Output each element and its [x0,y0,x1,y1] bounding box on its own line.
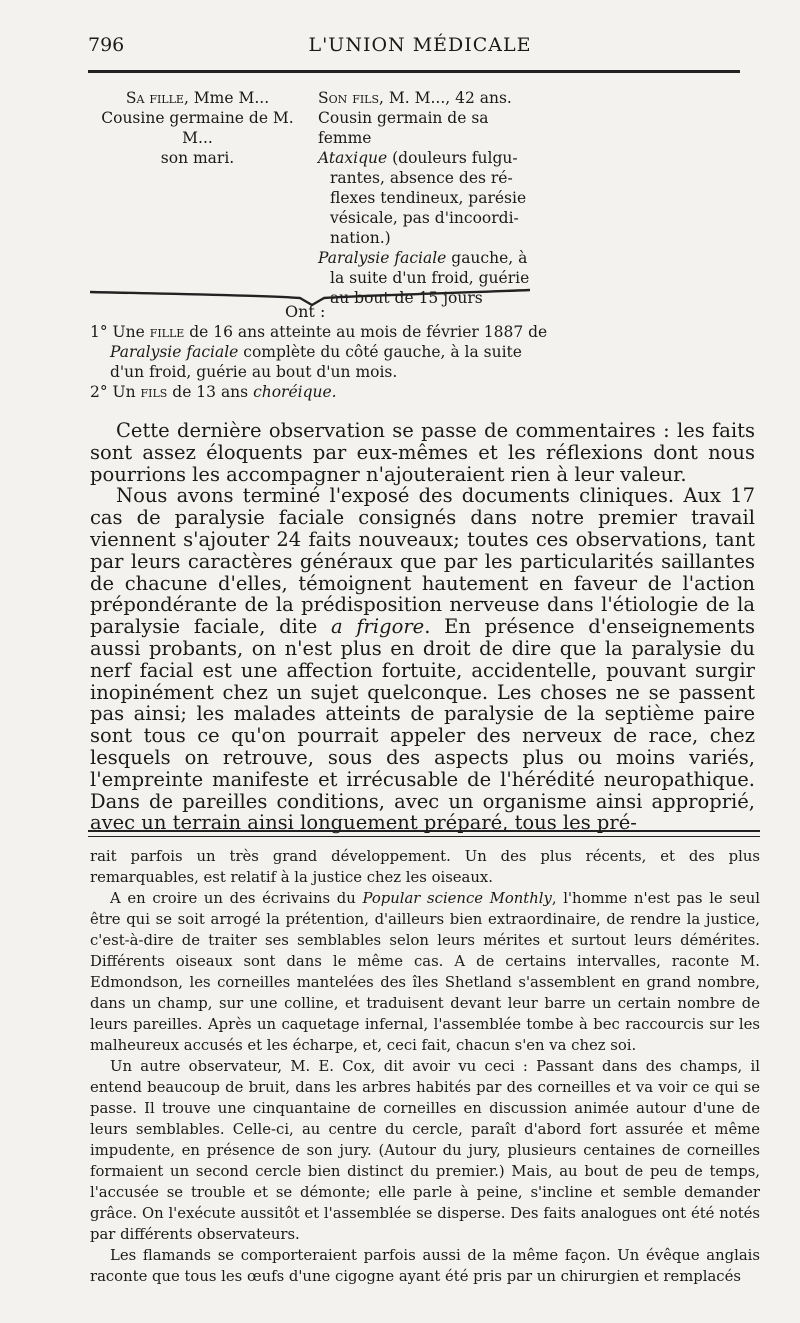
header-rule [88,70,740,73]
feuilleton-paragraph: Les flamands se comporteraient parfois aussi de la même façon. Un évêque anglais raconte que tous les œufs d'une cigogne ayant été pris par un chirurgien et remplacés [90,1247,760,1285]
running-header [88,34,752,64]
list-item: 1° Une fille de 16 ans atteinte au mois de février 1887 de [90,323,548,341]
main-body [90,420,755,834]
paralysis-detail-line: la suite d'un froid, guérie [330,269,530,287]
ont-label: Ont : [285,302,326,321]
paralysis-detail-line: au bout de 15 jours [330,289,483,307]
feuilleton-paragraph: rait parfois un très grand développement. Un des plus récents, et des plus remarquables, est relatif à la justice chez les oiseaux. [90,848,760,886]
list-item-continuation: d'un froid, guérie au bout d'un mois. [110,363,398,381]
symptom-line: rantes, absence des ré- [330,169,513,187]
feuilleton [90,846,760,1287]
symptom-line: vésicale, pas d'incoordi- [330,209,519,227]
cousin-line: Cousin germain de sa femme [318,109,489,147]
body-paragraph: Cette dernière observation se passe de commentaires : les faits sont assez éloquents par eux-mêmes et les réflexions dont nous pourrions les accompagner n'ajouteraient rien à leur valeur. [90,419,755,486]
ataxique-line: Ataxique (douleurs fulgu- [318,149,518,167]
page-number: 796 [88,34,125,56]
feuilleton-paragraph: A en croire un des écrivains du Popular science Monthly, l'homme n'est pas le seul être qui se soit arrogé la prétention, d'ailleurs bien extraordinaire, de rendre la justice, c'est-à-dire de traiter ses semblables selon leurs mérites et surtout leurs démérites. Différents oiseaux sont dans le même cas. A de certains intervalles, raconte M. Edmondson, les corneilles mantelées des îles Shetland s'assemblent en grand nombre, dans un champ, sur une colline, et traduisent devant leur barre un certain nombre de leurs pareilles. Après un caquetage infernal, l'assemblée tombe à bec raccourcis sur les malheureux accusés et les écharpe, et, ceci fait, chacun s'en va chez soi. [90,890,760,1054]
list-item-continuation: Paralysie faciale complète du côté gauche, à la suite [110,343,522,361]
journal-title: L'UNION MÉDICALE [308,34,532,56]
cousin-line: Cousine germaine de M. M... [101,109,294,147]
daughter-line: Sa fille, Mme M... [125,89,270,107]
symptom-line: nation.) [330,229,391,247]
feuilleton-paragraph: Un autre observateur, M. E. Cox, dit avoir vu ceci : Passant dans des champs, il entend beaucoup de bruit, dans les arbres habités par des corneilles et va voir ce qui se passe. Il trouve une cinquantaine de corneilles en discussion animée autour d'une de leurs semblables. Celle-ci, au centre du cercle, paraît d'abord fort assurée et même impudente, en présence de son jury. (Autour du jury, plusieurs centaines de corneilles formaient un second cercle bien distinct du premier.) Mais, au bout de peu de temps, l'accusée se trouble et se démonte; elle parle à peine, s'incline et semble demander grâce. On l'exécute aussitôt et l'assemblée se disperse. Des faits analogues ont été notés par différents observateurs. [90,1058,760,1243]
genealogy-right-column [318,88,533,308]
body-paragraph: Nous avons terminé l'exposé des documents cliniques. Aux 17 cas de paralysie faciale consignés dans notre premier travail viennent s'ajouter 24 faits nouveaux; toutes ces observations, tant par leurs caractères généraux que par les particularités saillantes de chacune d'elles, témoignent hautement en faveur de l'action prépondérante de la prédisposition nerveuse dans l'étiologie de la paralysie faciale, dite a frigore. En présence d'enseignements aussi probants, on n'est plus en droit de dire que la paralysie du nerf facial est une affection fortuite, accidentelle, pouvant surgir inopinément chez un sujet quelconque. Les choses ne se passent pas ainsi; les malades atteints de paralysie de la septième paire sont tous ce qu'on pourrait appeler des nerveux de race, chez lesquels on retrouve, sous des aspects plus ou moins variés, l'empreinte manifeste et irrécusable de l'hérédité neuropathique. Dans de pareilles conditions, avec un organisme ainsi approprié, avec un terrain ainsi longuement préparé, tous les pré- [90,484,756,835]
feuilleton-rule [88,830,760,837]
children-list [90,322,570,402]
son-line: Son fils, M. M..., 42 ans. [318,89,512,107]
symptom-line: flexes tendineux, parésie [330,189,527,207]
genealogy-left-column [90,88,305,168]
husband-line: son mari. [160,149,235,167]
paralysis-line: Paralysie faciale gauche, à [318,249,528,267]
list-item: 2° Un fils de 13 ans choréique. [90,383,337,401]
